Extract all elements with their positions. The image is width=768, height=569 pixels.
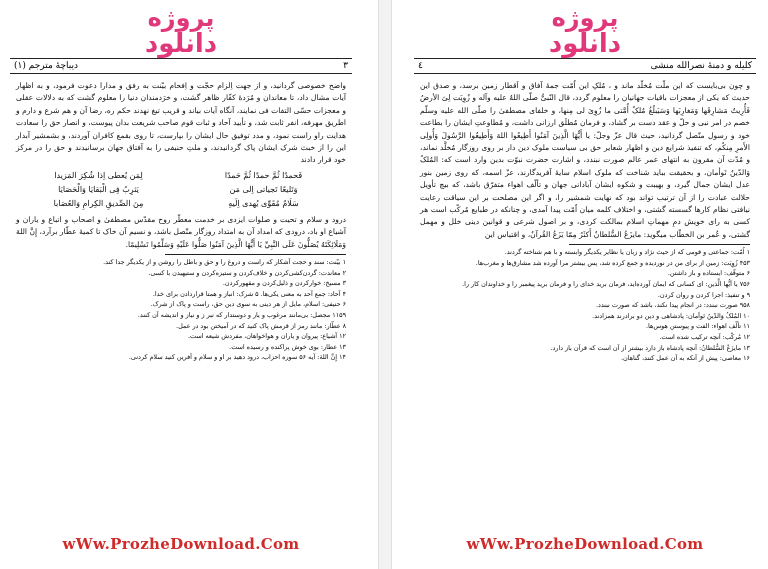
- left-page: [6, 0, 356, 569]
- page-number: ۳: [343, 61, 348, 71]
- footnote-divider: [165, 254, 347, 255]
- footnote: ۱۲ مُرکّب: آنچه ترکیب شده است.: [659, 333, 750, 342]
- body-paragraph: واضح خصوصی گردانید، و از جهت اِلزام حجّت و اِفحام بیّنت به رفق و مدارا دعوت فرمود، و به اظهار آیات مشال داد، تا معاندان و مُرَدهٔ کفّار ظاهر گشت، و خرَدمندان دنیا را معلوم گشت که به دلالات عقلی و معجزات حسّی التفات فی نمایند، آنگاه آیات بیاند و قریب تیغ نهدند حکم ره، رضا آن و هم شرع و دارم و اطریق مهرفه، انفر ثابت شد، و تأیید آحاد و ثبات قوم صاحب شریعت بدان پیوست، و انصار حق را سعادت هدایت راو راست نمود، و مدد توفیق حال ایشان را بپارست، تا روی بقمع کافران آوردند، و بشمشیر آبدار این را از خبث شرک ایشان پاک گردانیدند، و ملتِ حنیفی را به آفتاق جهان برسانیدند و حق را در مرکز خود قرار دادند: [16, 81, 346, 165]
- body-paragraph: و چون بی‌بایست که این ملّت مُخلّد ماند و ، مُلکِ این اُمّت جمهٔ آفاق و اَقطار زمین برسد، و صدق این حدیث که یکی از معجزات باقیات جهانیان را معلوم گردد، قال النّبیُّ صلّی اللهُ علیه وآله و زُوِیَت لِیَ الأرضُ فَأُرِیتُ مَشارِقَها وَمَغارِبَها وَسَیَبلُغُ مُلکُ أُمَّتی ما زُوِیَ لی مِنها، و خلفای مصطفیٰ را صلّی الله علیه وسلّم خصم در امر نبی و حلّ و عقد دست بر گشاد، و فرمان مُطلَق ارزانی داشت، و مُطاوعتِ ایشان را بطاعت خود و رسول متّصل گردانید، حیث قال عزّ وجلّ: یا أَیُّهَا الَّذِینَ آمَنُوا أَطِیعُوا اللهَ وَأَطِیعُوا الرَّسُولَ وَأُولِی الأَمرِ مِنکُم، که تنفیذ شرایع دین و اظهار شعایر حق بی سیاست ملوک دین دار بر روی روزگار مُخلَّد نماند، و مُدّت آن مقرون به انتهای عمر عالم صورت نبندد، و اشارت حضرت نبوّت بدین وارد است که: المُلکُ وَالدّینُ تَوأمان، و بحقیقت بباید شناخت که ملوک اسلام سایهٔ آفریدگارند، عزّ اسمه، که روی زمین بنور عدل ایشان جمال گیرد، و بهیبت و شکوه ایشان آبادانی جهان و تألّف اهواء متفرّق باشد، که بیچ تأویل حلالت عبادت را از آن ترتیب تواند بود که نهایت شمشیر را، و اگر این مصلحت بر این سیاقت رعایت نیافتی نظام کارها گسسته گشتی، و اختلاف کلمه میان اُمّت پیدا آمدی، و چنانکه در طبایع مُرکّب است هر کسی به رای خویش دمِ مهماتِ اسلام بمالکت کردی، و بر اصول شرعی و قوانین دینی خلل و مهمل گشتی، و عُمر بن الخطّاب میگوید: مایزَعُ السُّلطانُ أَکثَرُ مِمّا یَزَعُ القُرآنُ، و اقتباس این: [420, 81, 750, 239]
- footnote: ۴۵۳ زُوِیَت: زمین از برای من در نوردیده و جمع کرده شد، پس بیشتر مرا آورده شد مشارق‌ها و مغرب‌ها.: [475, 258, 750, 267]
- header-title: کلیله و دمنهٔ نصرالله منشی: [650, 61, 752, 71]
- site-logo: [6, 2, 356, 60]
- verse-line: وَتَلیعًا تَجیاتی اِلی مَن: [229, 184, 298, 194]
- watermark: wWw.ProzheDownload.Com: [466, 535, 704, 553]
- verse-line: مِنَ الصِّدیقِ الکِرامِ وَالعُصَابا: [53, 198, 144, 208]
- footnote: ۱۱ تألّف اهواء: الفت و پیوستن هوس‌ها.: [645, 322, 750, 331]
- logo-line2: دانلود: [144, 28, 218, 59]
- logo-line2: دانلود: [548, 28, 622, 59]
- logo-line1: پروژه: [551, 3, 619, 32]
- right-page: [410, 0, 760, 569]
- footnote: ۶ متوقّف: ایستاده و باز داشتن.: [667, 269, 750, 278]
- footnote: ۱۳ مایزَعُ السُّلطانُ: آنچه پادشاه باز دارد بیشتر از آن است که قرآن باز دارد.: [550, 343, 750, 352]
- footnote: ۳ مسیخ: خوارکردن و ذلیل‌کردن و مقهورکردن.: [222, 279, 346, 288]
- header-title: (۱) دیباچهٔ مترجم: [14, 61, 78, 71]
- footnote: ۱۳ عطار: بوی خوش پراکنده و رسیده است.: [229, 342, 346, 351]
- footnotes: [16, 258, 346, 363]
- footnote: ۸ عطّار: مانند رمز از قرمش پاک کنید که در آمیختن بود در عمل.: [176, 321, 346, 330]
- verse-block: [22, 169, 340, 211]
- footnote: ۹ و تنفیذ: اجرا کردن و روان کردن.: [657, 290, 750, 299]
- page-header: [10, 58, 352, 74]
- footnote: ۱۶ معاصی: پیش از آنکه به آن عمل کنند، گناهان.: [620, 354, 750, 363]
- footnote: ۹۵۸ صورت نبندد: در انجام پیدا نکند، باشد که صورت نبندد.: [595, 301, 750, 310]
- page-number: ٤: [418, 61, 423, 71]
- watermark: wWw.ProzheDownload.Com: [62, 535, 300, 553]
- footnote: ۱۴ إِنَّ اللهَ: آیه ۵۶ سوره احزاب، درود دهید بر او و سلام و آفرین کنید سلام کردنی.: [128, 353, 346, 362]
- book-gutter: [378, 0, 392, 569]
- verse-line: یَثرِبُ فِی الْبَقایَا وَالْحَصَایَا: [58, 184, 139, 194]
- page-header: [414, 58, 756, 74]
- body-paragraph: درود و سلام و تحیت و صلوات ایزدی بر خدمت معطّر روح مقدّس مصطفیٰ و اصحاب و اتباع و یاران و آشیاع او باد، درودی که امداد آن به امتداد روزگار متّصل باشد، و نسیم آن خاک تا کمیهٔ عطّار برآرد، إِنَّ اللهَ وَمَلَائِكَتَهُ يُصَلُّونَ عَلَى النَّبِيِّ يَا أَيُّهَا الَّذِينَ آمَنُوا صَلُّوا عَلَيْهِ وَسَلِّمُوا تَسْلِيمًا.: [16, 214, 346, 249]
- footnote: ۷۵۶ یا اَیُّها الَّذین: ای کسانی که ایمان آورده‌اید، فرمان برید خدای را و فرمان برید پیغمبر را و خداوندان کار را.: [462, 280, 750, 289]
- footnote: ۱ بیّنت: سند و حجت آشکار که راست و دروغ را و حق و باطل را روشن و از یکدیگر جدا کند.: [103, 258, 346, 267]
- verse-line: لِمَن یُعطی اِذا شُکِرَ المَزیدا: [54, 170, 143, 180]
- page-body: [16, 80, 346, 364]
- footnote: ۱ اُمّت: جماعتی و قومی که از حیث نژاد و زبان یا نظایر یکدیگر وابسته و با هم شناخته گردند.: [504, 248, 750, 257]
- footnote: ۲ معاندت: گردن‌کشی‌کردن و خلاف‌کردن و ستیزه‌کردن و ستیهیدن با کسی.: [148, 268, 346, 277]
- footnote: ۴ آحاد: جمع آحد به معنی یکی‌ها. ۵ شرک: انباز و همتا قراردادن برای خدا.: [152, 289, 346, 298]
- verse-line: فَحمدًا ثُمَّ حمدًا ثُمَّ حَمدًا: [224, 170, 303, 180]
- footnote: ۱۰ المُلکُ وَالدّینُ تَوأمان: پادشاهی و دین دو برادرند همزادند.: [592, 311, 750, 320]
- footnote: ۱۱۵۹ مجصل: بی‌مانند مرغوب و یار و دوستدار که نبر ز و نیاز و اندیشه آن کنند.: [137, 311, 346, 320]
- page-body: [420, 80, 750, 365]
- footnote-divider: [569, 244, 751, 245]
- footnote: ۶ حنیفی: اسلام، مایل از هر دینی به سوی دین حق، راست و پاک از شرک.: [150, 300, 346, 309]
- verse-line: سَلَامٌ مُقَوِّی یُهدی اِلَیهِ: [228, 198, 299, 208]
- footnotes: [420, 248, 750, 364]
- site-logo: [410, 2, 760, 60]
- footnote: ۱۲ آشیاع: پیروان و یاران و هواخواهان، مفردش شیعه است.: [188, 332, 346, 341]
- logo-line1: پروژه: [147, 3, 215, 32]
